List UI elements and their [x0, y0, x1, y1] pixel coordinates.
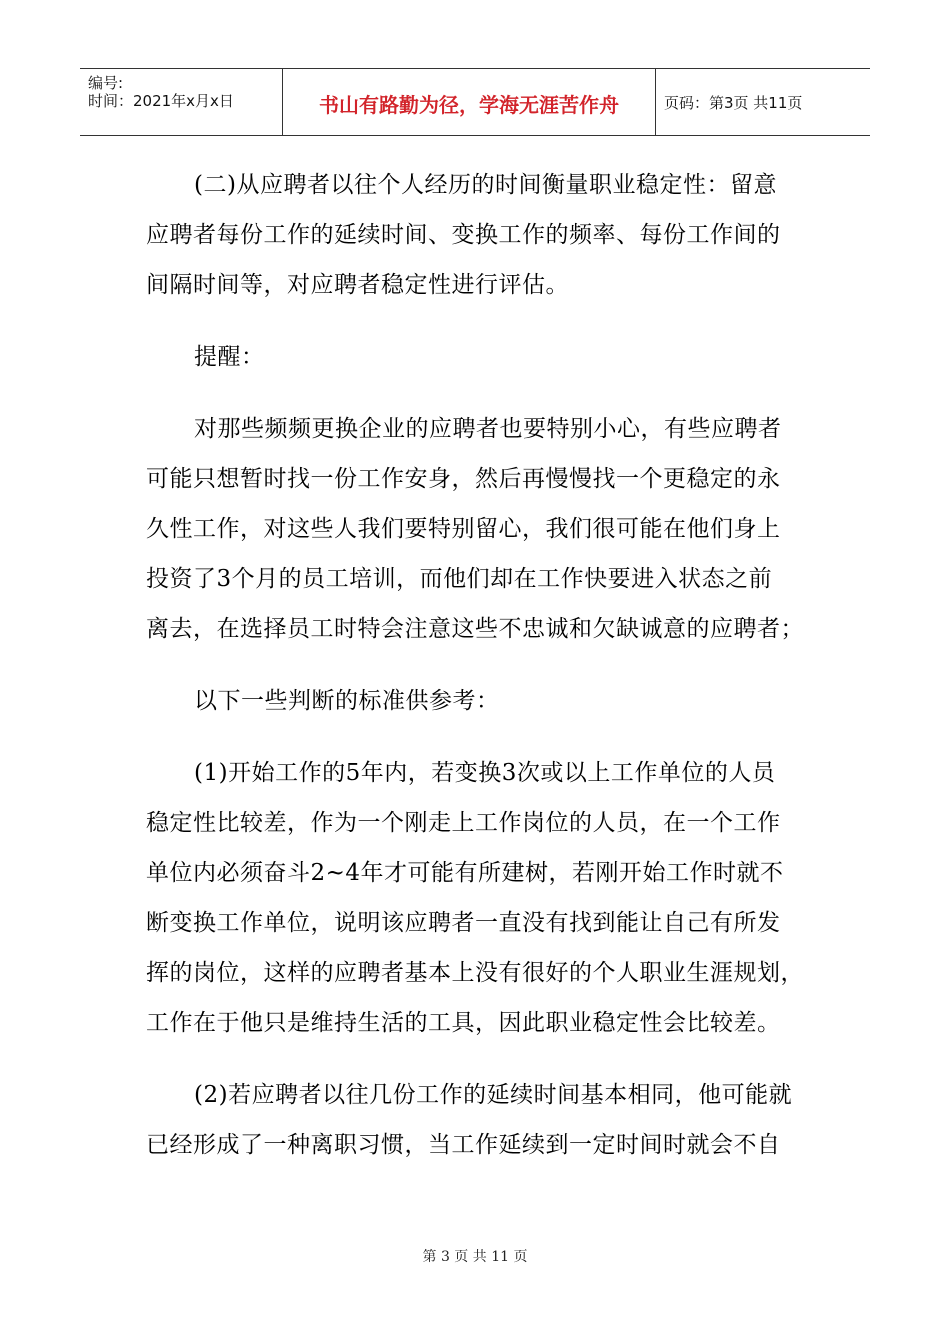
paragraph-line: 投资了3个月的员工培训，而他们却在工作快要进入状态之前: [146, 566, 773, 592]
page-header: [80, 68, 870, 136]
document-body: [146, 160, 806, 1170]
paragraph-line: (二)从应聘者以往个人经历的时间衡量职业稳定性：留意: [194, 172, 777, 198]
paragraph-line: 久性工作，对这些人我们要特别留心，我们很可能在他们身上: [146, 516, 781, 542]
header-left-cell: [80, 69, 282, 135]
page-footer: 第 3 页 共 11 页: [422, 1249, 528, 1265]
paragraph-line: 稳定性比较差，作为一个刚走上工作岗位的人员，在一个工作: [146, 810, 781, 836]
paragraph-line: 以下一些判断的标准供参考：: [194, 688, 500, 714]
paragraph-line: 应聘者每份工作的延续时间、变换工作的频率、每份工作间的: [146, 222, 781, 248]
paragraph-line: 工作在于他只是维持生活的工具，因此职业稳定性会比较差。: [146, 1010, 781, 1036]
header-motto: 书山有路勤为径，学海无涯苦作舟: [319, 93, 619, 117]
paragraph-line: 提醒：: [194, 344, 265, 370]
paragraph-line: 对那些频频更换企业的应聘者也要特别小心，有些应聘者: [194, 416, 782, 442]
header-page-number: 页码：第3页 共11页: [664, 94, 803, 112]
paragraph-criteria-intro: [146, 676, 806, 726]
paragraph-line: 已经形成了一种离职习惯，当工作延续到一定时间时就会不自: [146, 1132, 781, 1158]
paragraph-criterion-2: [146, 1070, 806, 1170]
header-center-cell: [282, 69, 656, 135]
paragraph-reminder-body: [146, 404, 806, 654]
paragraph-criterion-1: [146, 748, 806, 1048]
paragraph-line: 可能只想暂时找一份工作安身，然后再慢慢找一个更稳定的永: [146, 466, 781, 492]
paragraph-line: (1)开始工作的5年内，若变换3次或以上工作单位的人员: [194, 760, 776, 786]
paragraph-line: 间隔时间等，对应聘者稳定性进行评估。: [146, 272, 569, 298]
paragraph-stability-measure: [146, 160, 806, 310]
paragraph-line: 单位内必须奋斗2~4年才可能有所建树，若刚开始工作时就不: [146, 860, 784, 886]
paragraph-line: 断变换工作单位，说明该应聘者一直没有找到能让自己有所发: [146, 910, 781, 936]
header-right-cell: [656, 69, 870, 135]
document-date-label: 时间：2021年x月x日: [88, 92, 234, 110]
paragraph-line: 离去，在选择员工时特会注意这些不忠诚和欠缺诚意的应聘者；: [146, 616, 804, 642]
paragraph-line: (2)若应聘者以往几份工作的延续时间基本相同，他可能就: [194, 1082, 793, 1108]
document-number-label: 编号:: [88, 74, 124, 92]
paragraph-reminder-heading: [146, 332, 806, 382]
paragraph-line: 挥的岗位，这样的应聘者基本上没有很好的个人职业生涯规划，: [146, 960, 804, 986]
